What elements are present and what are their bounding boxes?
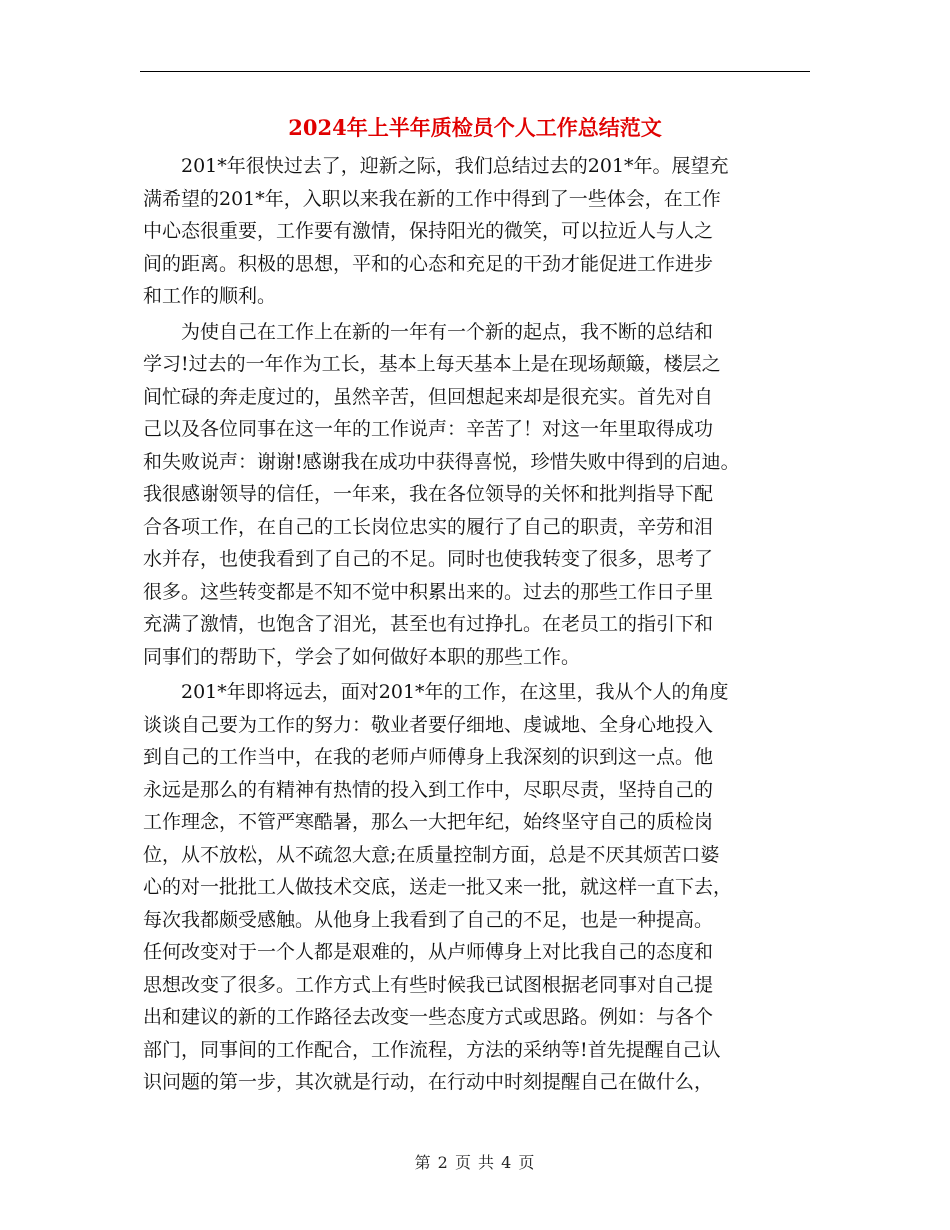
body-line: 思想改变了很多。工作方式上有些时候我已试图根据老同事对自己提 [143,973,714,996]
body-line: 同事们的帮助下，学会了如何做好本职的那些工作。 [143,645,581,668]
document-title: 2024年上半年质检员个人工作总结范文 [288,115,662,140]
body-line: 心的对一批批工人做技术交底，送走一批又来一批，就这样一直下去， [143,876,733,898]
document-body [143,150,823,1099]
page-number: 第 2 页 共 4 页 [414,1153,536,1172]
body-line: 工作理念，不管严寒酷暑，那么一大把年纪，始终坚守自己的质检岗 [143,811,714,833]
body-line: 充满了激情，也饱含了泪光，甚至也有过挣扎。在老员工的指引下和 [143,613,714,635]
body-line: 谈谈自己要为工作的努力：敬业者要仔细地、虔诚地、全身心地投入 [143,713,714,736]
body-line: 永远是那么的有精神有热情的投入到工作中，尽职尽责，坚持自己的 [143,778,714,801]
body-line: 为使自己在工作上在新的一年有一个新的起点，我不断的总结和 [143,320,714,343]
body-line: 和工作的顺利。 [143,285,277,307]
body-line: 学习!过去的一年作为工长，基本上每天基本上是在现场颠簸，楼层之 [143,353,721,375]
body-line: 每次我都颇受感触。从他身上我看到了自己的不足，也是一种提高。 [143,908,714,931]
body-line: 我很感谢领导的信任，一年来，我在各位领导的关怀和批判指导下配 [143,483,714,505]
body-line: 201*年即将远去，面对201*年的工作，在这里，我从个人的角度 [143,681,729,703]
body-line: 识问题的第一步，其次就是行动，在行动中时刻提醒自己在做什么， [143,1071,714,1093]
body-line: 间忙碌的奔走度过的，虽然辛苦，但回想起来却是很充实。首先对自 [143,385,714,408]
body-line: 中心态很重要，工作要有激情，保持阳光的微笑，可以拉近人与人之 [143,220,714,242]
body-line: 合各项工作，在自己的工长岗位忠实的履行了自己的职责，辛劳和泪 [143,515,714,538]
body-line: 201*年很快过去了，迎新之际，我们总结过去的201*年。展望充 [143,155,729,177]
body-line: 和失败说声：谢谢!感谢我在成功中获得喜悦，珍惜失败中得到的启迪。 [143,450,740,473]
body-line: 己以及各位同事在这一年的工作说声：辛苦了！对这一年里取得成功 [143,418,714,440]
body-line: 满希望的201*年，入职以来我在新的工作中得到了一些体会，在工作 [143,187,721,210]
body-line: 间的距离。积极的思想，平和的心态和充足的干劲才能促进工作进步 [143,252,714,275]
body-line: 出和建议的新的工作路径去改变一些态度方式或思路。例如：与各个 [143,1006,714,1028]
body-line: 部门，同事间的工作配合，工作流程，方法的采纳等!首先提醒自己认 [143,1038,721,1061]
body-line: 任何改变对于一个人都是艰难的，从卢师傅身上对比我自己的态度和 [143,941,714,963]
body-line: 水并存，也使我看到了自己的不足。同时也使我转变了很多，思考了 [143,548,714,570]
header-rule [140,71,810,72]
body-line: 很多。这些转变都是不知不觉中积累出来的。过去的那些工作日子里 [143,580,714,603]
body-line: 位，从不放松，从不疏忽大意;在质量控制方面，总是不厌其烦苦口婆 [143,843,720,866]
body-line: 到自己的工作当中，在我的老师卢师傅身上我深刻的识到这一点。他 [143,746,714,768]
